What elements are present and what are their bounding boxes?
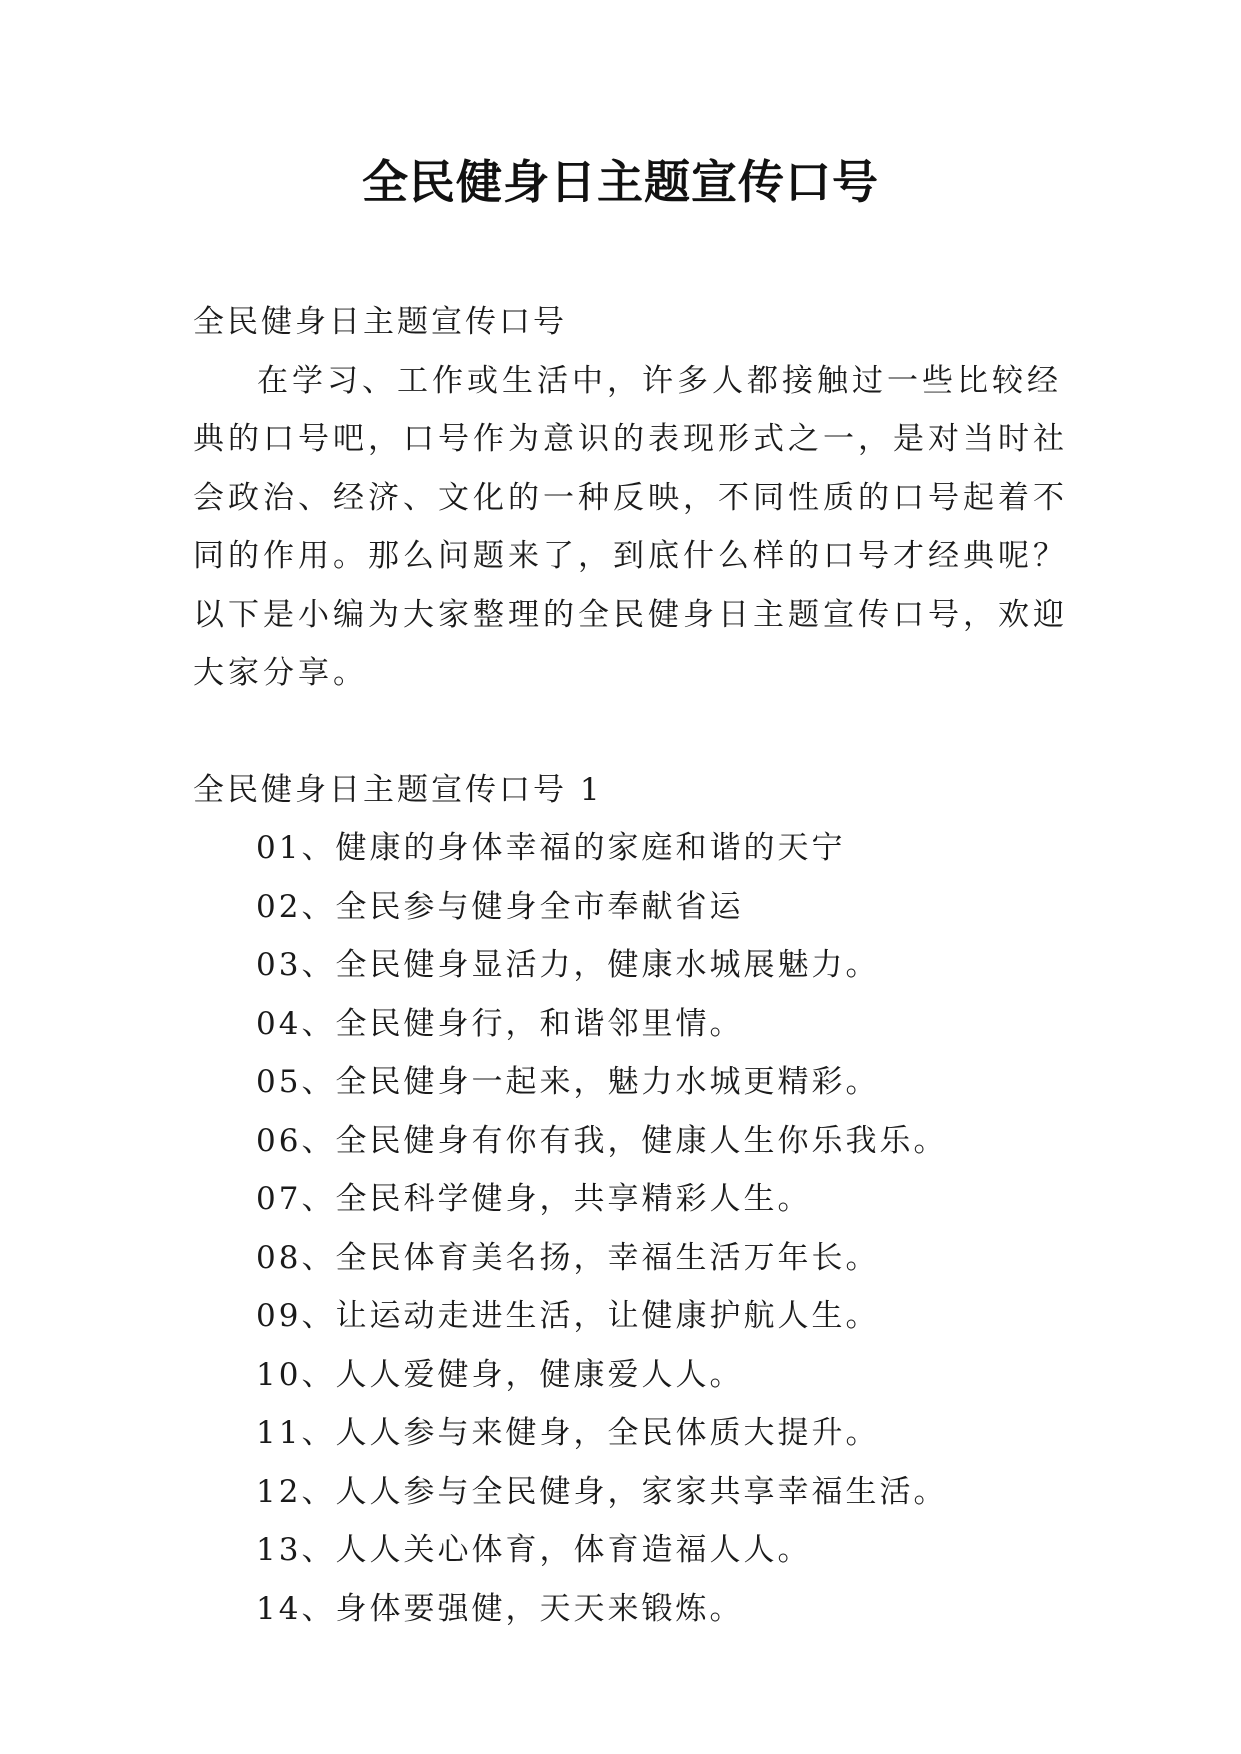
slogan-item: 12、人人参与全民健身，家家共享幸福生活。 <box>256 1473 948 1510</box>
section-heading: 全民健身日主题宣传口号 1 <box>193 771 603 808</box>
slogan-item: 06、全民健身有你有我，健康人生你乐我乐。 <box>256 1122 948 1159</box>
slogan-list <box>193 819 1073 1638</box>
slogan-item: 10、人人爱健身，健康爱人人。 <box>256 1356 744 1393</box>
document-body <box>193 293 1073 1638</box>
slogan-item: 01、健康的身体幸福的家庭和谐的天宁 <box>256 830 846 866</box>
slogan-item: 07、全民科学健身，共享精彩人生。 <box>256 1181 812 1217</box>
slogan-item: 14、身体要强健，天天来锻炼。 <box>256 1590 744 1627</box>
slogan-item: 03、全民健身显活力，健康水城展魅力。 <box>256 947 880 983</box>
slogan-item: 09、让运动走进生活，让健康护航人生。 <box>256 1298 880 1334</box>
paragraph-spacer <box>193 703 1073 761</box>
intro-paragraph: 在学习、工作或生活中，许多人都接触过一些比较经典的口号吧，口号作为意识的表现形式之一，是对当时社会政治、经济、文化的一种反映，不同性质的口号起着不同的作用。那么问题来了，到底什么样的口号才经典呢？以下是小编为大家整理的全民健身日主题宣传口号，欢迎大家分享。 <box>193 362 1068 691</box>
slogan-item: 13、人人关心体育，体育造福人人。 <box>256 1532 812 1568</box>
slogan-item: 11、人人参与来健身，全民体质大提升。 <box>256 1415 880 1451</box>
slogan-item: 05、全民健身一起来，魅力水城更精彩。 <box>256 1064 880 1100</box>
slogan-item: 04、全民健身行，和谐邻里情。 <box>256 1005 744 1042</box>
slogan-item: 08、全民体育美名扬，幸福生活万年长。 <box>256 1239 880 1276</box>
document-subtitle: 全民健身日主题宣传口号 <box>193 304 567 340</box>
document-title: 全民健身日主题宣传口号 <box>362 155 879 209</box>
slogan-item: 02、全民参与健身全市奉献省运 <box>256 888 744 925</box>
